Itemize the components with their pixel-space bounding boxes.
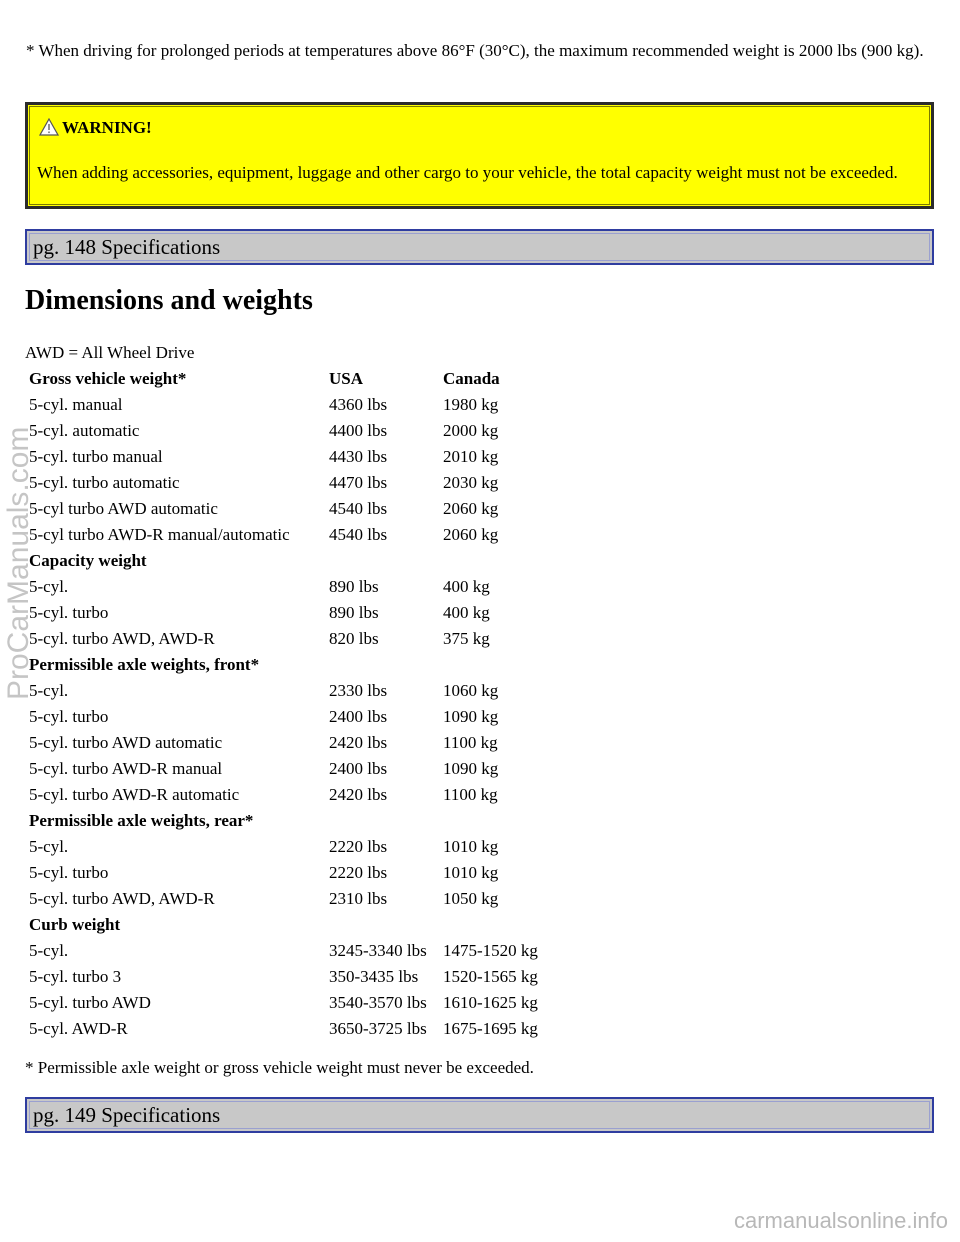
usa-value-cell: 3650-3725 lbs — [329, 1019, 427, 1038]
table-row — [26, 1016, 546, 1042]
usa-value-cell: 2220 lbs — [329, 837, 388, 856]
row-label-cell: 5-cyl. — [29, 577, 69, 596]
row-label-cell: 5-cyl. turbo AWD, AWD-R — [29, 889, 215, 908]
table-row — [26, 756, 546, 782]
canada-value-cell: 1980 kg — [443, 395, 499, 414]
usa-value-cell: 2330 lbs — [329, 681, 388, 700]
warning-title-row — [39, 118, 152, 138]
table-section-row — [26, 808, 546, 834]
header-cell-label: Gross vehicle weight* — [29, 369, 187, 388]
usa-value-cell: 4470 lbs — [329, 473, 388, 492]
canada-value-cell — [440, 808, 546, 834]
row-label-cell: Permissible axle weights, rear* — [29, 811, 254, 830]
bottom-footnote: * Permissible axle weight or gross vehicle weight must never be exceeded. — [25, 1058, 534, 1077]
usa-value-cell — [326, 808, 440, 834]
row-label-cell: 5-cyl. turbo AWD — [29, 993, 151, 1012]
table-row — [26, 496, 546, 522]
row-label-cell: Permissible axle weights, front* — [29, 655, 260, 674]
usa-value-cell: 2420 lbs — [329, 733, 388, 752]
table-row — [26, 964, 546, 990]
row-label-cell: 5-cyl. turbo automatic — [29, 473, 180, 492]
table-row — [26, 860, 546, 886]
canada-value-cell: 1100 kg — [443, 733, 498, 752]
row-label-cell: 5-cyl. turbo AWD, AWD-R — [29, 629, 215, 648]
row-label-cell: 5-cyl. turbo 3 — [29, 967, 122, 986]
row-label-cell: 5-cyl. turbo AWD-R manual — [29, 759, 223, 778]
row-label-cell: Capacity weight — [29, 551, 147, 570]
usa-value-cell: 3540-3570 lbs — [329, 993, 427, 1012]
canada-value-cell: 1010 kg — [443, 863, 499, 882]
usa-value-cell: 3245-3340 lbs — [329, 941, 427, 960]
row-label-cell: 5-cyl. AWD-R — [29, 1019, 128, 1038]
row-label-cell: 5-cyl. turbo manual — [29, 447, 163, 466]
usa-value-cell: 4430 lbs — [329, 447, 388, 466]
usa-value-cell: 2400 lbs — [329, 707, 388, 726]
side-watermark: ProCarManuals.com — [2, 426, 35, 700]
row-label-cell: 5-cyl. — [29, 837, 69, 856]
canada-value-cell: 375 kg — [443, 629, 490, 648]
table-row — [26, 574, 546, 600]
usa-value-cell — [326, 912, 440, 938]
usa-value-cell: 890 lbs — [329, 603, 379, 622]
warning-text: When adding accessories, equipment, luggage and other cargo to your vehicle, the total capacity weight must not be exceeded. — [37, 163, 898, 182]
usa-value-cell: 820 lbs — [329, 629, 379, 648]
canada-value-cell: 1475-1520 kg — [443, 941, 538, 960]
usa-value-cell: 4540 lbs — [329, 525, 388, 544]
table-row — [26, 782, 546, 808]
canada-value-cell: 1060 kg — [443, 681, 499, 700]
row-label-cell: 5-cyl turbo AWD automatic — [29, 499, 218, 518]
warning-inner-frame — [29, 106, 930, 205]
canada-value-cell: 2060 kg — [443, 525, 499, 544]
canada-value-cell: 2030 kg — [443, 473, 499, 492]
page-bar-149-label: pg. 149 Specifications — [33, 1103, 221, 1127]
table-row — [26, 470, 546, 496]
awd-definition: AWD = All Wheel Drive — [25, 343, 195, 362]
canada-value-cell: 1520-1565 kg — [443, 967, 538, 986]
canada-value-cell — [440, 548, 546, 574]
table-row — [26, 704, 546, 730]
page-bar-148-label: pg. 148 Specifications — [33, 235, 221, 259]
page-bar-149 — [25, 1097, 934, 1133]
row-label-cell: 5-cyl. turbo — [29, 707, 109, 726]
bottom-watermark: carmanualsonline.info — [733, 1208, 948, 1233]
canada-value-cell: 1090 kg — [443, 707, 499, 726]
row-label-cell: 5-cyl. turbo — [29, 863, 109, 882]
canada-value-cell — [440, 652, 546, 678]
canada-value-cell: 2000 kg — [443, 421, 499, 440]
usa-value-cell: 4400 lbs — [329, 421, 388, 440]
usa-value-cell: 2420 lbs — [329, 785, 388, 804]
usa-value-cell — [326, 652, 440, 678]
table-row — [26, 626, 546, 652]
table-row — [26, 392, 546, 418]
table-row — [26, 834, 546, 860]
canada-value-cell: 2060 kg — [443, 499, 499, 518]
table-section-row — [26, 548, 546, 574]
row-label-cell: 5-cyl. — [29, 681, 69, 700]
usa-value-cell: 2310 lbs — [329, 889, 388, 908]
usa-value-cell — [326, 548, 440, 574]
header-cell-usa: USA — [329, 369, 364, 388]
table-header-row — [26, 366, 546, 392]
row-label-cell: 5-cyl. automatic — [29, 421, 140, 440]
table-row — [26, 678, 546, 704]
row-label-cell: 5-cyl. turbo AWD automatic — [29, 733, 223, 752]
canada-value-cell — [440, 912, 546, 938]
table-section-row — [26, 652, 546, 678]
usa-value-cell: 4360 lbs — [329, 395, 388, 414]
usa-value-cell: 350-3435 lbs — [329, 967, 419, 986]
table-row — [26, 886, 546, 912]
canada-value-cell: 1100 kg — [443, 785, 498, 804]
table-row — [26, 730, 546, 756]
canada-value-cell: 1090 kg — [443, 759, 499, 778]
canada-value-cell: 400 kg — [443, 603, 490, 622]
table-row — [26, 522, 546, 548]
row-label-cell: 5-cyl turbo AWD-R manual/automatic — [29, 525, 290, 544]
usa-value-cell: 2220 lbs — [329, 863, 388, 882]
table-row — [26, 444, 546, 470]
usa-value-cell: 2400 lbs — [329, 759, 388, 778]
warning-box — [25, 102, 934, 209]
canada-value-cell: 1610-1625 kg — [443, 993, 538, 1012]
canada-value-cell: 400 kg — [443, 577, 490, 596]
row-label-cell: 5-cyl. manual — [29, 395, 123, 414]
row-label-cell: 5-cyl. — [29, 941, 69, 960]
header-cell-canada: Canada — [443, 369, 500, 388]
canada-value-cell: 1675-1695 kg — [443, 1019, 538, 1038]
canada-value-cell: 1050 kg — [443, 889, 499, 908]
canada-value-cell: 1010 kg — [443, 837, 499, 856]
page-bar-148 — [25, 229, 934, 265]
top-footnote: * When driving for prolonged periods at temperatures above 86°F (30°C), the maximum recommended weight is 2000 lbs (900 kg). — [26, 41, 924, 60]
usa-value-cell: 4540 lbs — [329, 499, 388, 518]
section-heading: Dimensions and weights — [25, 285, 313, 316]
usa-value-cell: 890 lbs — [329, 577, 379, 596]
row-label-cell: Curb weight — [29, 915, 121, 934]
table-row — [26, 418, 546, 444]
row-label-cell: 5-cyl. turbo — [29, 603, 109, 622]
weights-table — [26, 366, 546, 1042]
table-row — [26, 990, 546, 1016]
table-row — [26, 600, 546, 626]
warning-triangle-icon — [39, 118, 59, 136]
warning-title: WARNING! — [62, 118, 152, 137]
row-label-cell: 5-cyl. turbo AWD-R automatic — [29, 785, 240, 804]
table-row — [26, 938, 546, 964]
canada-value-cell: 2010 kg — [443, 447, 499, 466]
table-section-row — [26, 912, 546, 938]
